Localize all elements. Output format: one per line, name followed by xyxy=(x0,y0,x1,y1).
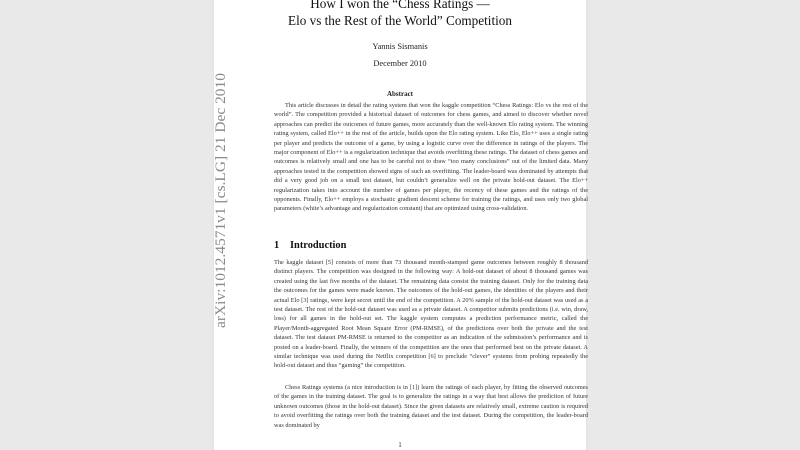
viewer-background-left xyxy=(0,0,214,450)
abstract-text: This article discusses in detail the rating system that won the kaggle competition “Chess Ratings: Elo vs the rest of the world”. The competition provided a historical dataset of outcomes for chess games, and aimed to discover whether novel approaches can predict the outcomes of future games, more accurately than the well-known Elo rating system. The winning rating system, called Elo++ in the rest of the article, builds upon the Elo rating system. Like Elo, Elo++ uses a single rating per player and predicts the outcome of a game, by using a logistic curve over the difference in ratings of the players. The major component of Elo++ is a regularization technique that avoids overfitting these ratings. The dataset of chess games and outcomes is relatively small and one has to be careful not to draw “too many conclusions” out of the limited data. Many approaches tested in the competition showed signs of such an overfitting. The leader-board was dominated by attempts that did a very good job on a small test dataset, but couldn’t generalize well on the private hold-out dataset. The Elo++ regularization takes into account the number of games per player, the recency of these games and the ratings of the opponents. Finally, Elo++ employs a stochastic gradient descent scheme for training the ratings, and uses only two global parameters (white’s advantage and regularization constant) that are optimized using cross-validation. xyxy=(274,102,588,213)
section-title: Introduction xyxy=(290,240,347,251)
paper-title-line-2: Elo vs the Rest of the World” Competition xyxy=(288,13,512,28)
author-name: Yannis Sismanis xyxy=(372,42,428,51)
introduction-paragraph-2: Chess Ratings systems (a nice introduction is in [1]) learn the ratings of each player, by fitting the observed outcomes of the games in the training dataset. The goal is to generalize the ratings in a way that best allows the prediction of future unknown outcomes (those in the hold-out dataset). Since the given datasets are relatively small, extreme caution is required to avoid overfitting the ratings over both the training dataset and the test dataset. During the competition, the leader-board was dominated by xyxy=(274,384,588,429)
paper-title-line-1: How I won the “Chess Ratings — xyxy=(310,0,490,11)
abstract-heading: Abstract xyxy=(386,90,414,98)
arxiv-stamp-text: arXiv:1012.4571v1 [cs.LG] 21 Dec 2010 xyxy=(213,88,229,328)
introduction-paragraph-1: The kaggle dataset [5] consists of more than 73 thousand month-stamped game outcomes between roughly 8 thousand distinct players. The competition was designed in the following way: A hold-out dataset of about 8 thousand games was created using the last five months of the dataset. The remaining data consist the training dataset. Only for the training data the outcomes for the games were made known. The outcomes of the hold-out games, the identities of the players and their actual Elo [3] ratings, were kept secret until the end of the competition. A 20% sample of the hold-out dataset was used as a test dataset. The rest of the hold-out dataset was used as a private dataset. A competitor submits predictions (i.e. win, draw, loss) for all games in the hold-out set. The kaggle system computes a prediction performance metric, called the Player/Month-aggregated Root Mean Square Error (PM-RMSE), of the predictions over both the private and the test dataset. The test dataset PM-RMSE is returned to the competitor as an indication of the submission’s performance and is posted on a leader-board. Finally, the winners of the competition are the ones that performed best on the private dataset. A similar technique was used during the Netflix competition [6] to preclude “clever” systems from probing repeatedly the hold-out dataset and thus “gaming” the competition. xyxy=(274,259,588,370)
page-number: 1 xyxy=(398,441,402,449)
paper-page xyxy=(214,0,586,450)
section-heading xyxy=(274,240,588,251)
arxiv-stamp xyxy=(210,73,230,328)
section-number: 1 xyxy=(274,240,280,251)
viewer-background-right xyxy=(586,0,800,450)
publication-date: December 2010 xyxy=(373,59,427,68)
